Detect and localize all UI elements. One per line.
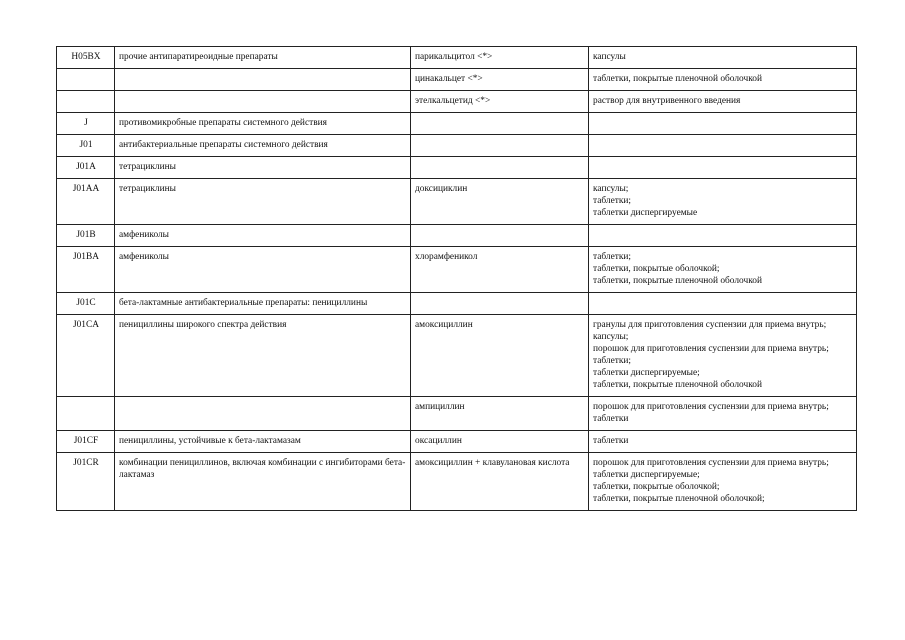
table-row [57,397,857,431]
atc-code-cell: H05BX [57,47,115,69]
dosage-form: гранулы для приготовления суспензии для приема внутрь; [593,320,827,330]
pharmacological-group-cell: комбинации пенициллинов, включая комбинации с ингибиторами бета-лактамаз [115,453,411,511]
atc-code-cell: J01B [57,225,115,247]
drug-name-cell: амоксициллин [411,315,589,397]
dosage-forms-cell [589,293,857,315]
dosage-forms-cell [589,91,857,113]
dosage-form: таблетки; [593,252,632,262]
atc-code-cell: J01C [57,293,115,315]
drug-name-cell: цинакальцет <*> [411,69,589,91]
drug-name-cell [411,225,589,247]
dosage-forms-cell [589,157,857,179]
atc-code-cell: J01BA [57,247,115,293]
dosage-forms-cell [589,69,857,91]
table-row [57,113,857,135]
dosage-form: таблетки диспергируемые; [593,368,700,378]
drug-table-body [57,47,857,511]
drug-name-cell: оксациллин [411,431,589,453]
drug-name-cell: парикальцитол <*> [411,47,589,69]
pharmacological-group-cell [115,69,411,91]
atc-code-cell: J [57,113,115,135]
drug-name-cell: доксициклин [411,179,589,225]
table-row [57,157,857,179]
drug-name-cell [411,135,589,157]
dosage-form: раствор для внутривенного введения [593,96,741,106]
atc-code-cell: J01CF [57,431,115,453]
table-row [57,247,857,293]
dosage-form: порошок для приготовления суспензии для приема внутрь; [593,344,829,354]
table-row [57,453,857,511]
dosage-form: таблетки, покрытые оболочкой; [593,264,720,274]
dosage-forms-cell [589,179,857,225]
table-row [57,431,857,453]
atc-code-cell: J01 [57,135,115,157]
dosage-form: таблетки диспергируемые; [593,470,700,480]
dosage-form: капсулы [593,52,626,62]
dosage-form: таблетки; [593,356,632,366]
atc-code-cell [57,69,115,91]
dosage-forms-cell [589,135,857,157]
pharmacological-group-cell [115,397,411,431]
dosage-form: таблетки; [593,196,632,206]
drug-name-cell [411,293,589,315]
atc-code-cell: J01CR [57,453,115,511]
dosage-forms-cell [589,431,857,453]
dosage-form: таблетки, покрытые пленочной оболочкой [593,276,762,286]
dosage-form: порошок для приготовления суспензии для приема внутрь; [593,402,829,412]
dosage-form: таблетки [593,436,629,446]
drug-name-cell [411,113,589,135]
drug-table [56,46,857,511]
pharmacological-group-cell: прочие антипаратиреоидные препараты [115,47,411,69]
dosage-forms-cell [589,453,857,511]
dosage-form: таблетки диспергируемые [593,208,698,218]
drug-name-cell: ампициллин [411,397,589,431]
dosage-forms-cell [589,113,857,135]
table-row [57,293,857,315]
dosage-form: таблетки [593,414,629,424]
dosage-form: таблетки, покрытые пленочной оболочкой [593,74,762,84]
dosage-forms-cell [589,225,857,247]
atc-code-cell [57,397,115,431]
pharmacological-group-cell: бета-лактамные антибактериальные препараты: пенициллины [115,293,411,315]
pharmacological-group-cell: пенициллины, устойчивые к бета-лактамазам [115,431,411,453]
dosage-forms-cell [589,47,857,69]
dosage-form: порошок для приготовления суспензии для приема внутрь; [593,458,829,468]
pharmacological-group-cell: тетрациклины [115,179,411,225]
atc-code-cell: J01CA [57,315,115,397]
drug-name-cell: этелкальцетид <*> [411,91,589,113]
dosage-forms-cell [589,315,857,397]
dosage-form: капсулы; [593,184,629,194]
atc-code-cell: J01A [57,157,115,179]
drug-name-cell [411,157,589,179]
pharmacological-group-cell: противомикробные препараты системного действия [115,113,411,135]
table-row [57,225,857,247]
table-row [57,47,857,69]
pharmacological-group-cell: антибактериальные препараты системного действия [115,135,411,157]
pharmacological-group-cell: амфениколы [115,225,411,247]
dosage-form: капсулы; [593,332,629,342]
drug-name-cell: хлорамфеникол [411,247,589,293]
drug-table-page [56,46,856,511]
table-row [57,135,857,157]
pharmacological-group-cell: пенициллины широкого спектра действия [115,315,411,397]
dosage-form: таблетки, покрытые оболочкой; [593,482,720,492]
pharmacological-group-cell: амфениколы [115,247,411,293]
drug-name-cell: амоксициллин + клавулановая кислота [411,453,589,511]
pharmacological-group-cell [115,91,411,113]
dosage-forms-cell [589,247,857,293]
pharmacological-group-cell: тетрациклины [115,157,411,179]
dosage-form: таблетки, покрытые пленочной оболочкой [593,380,762,390]
dosage-forms-cell [589,397,857,431]
dosage-form: таблетки, покрытые пленочной оболочкой; [593,494,765,504]
table-row [57,179,857,225]
table-row [57,315,857,397]
atc-code-cell: J01AA [57,179,115,225]
table-row [57,69,857,91]
table-row [57,91,857,113]
atc-code-cell [57,91,115,113]
